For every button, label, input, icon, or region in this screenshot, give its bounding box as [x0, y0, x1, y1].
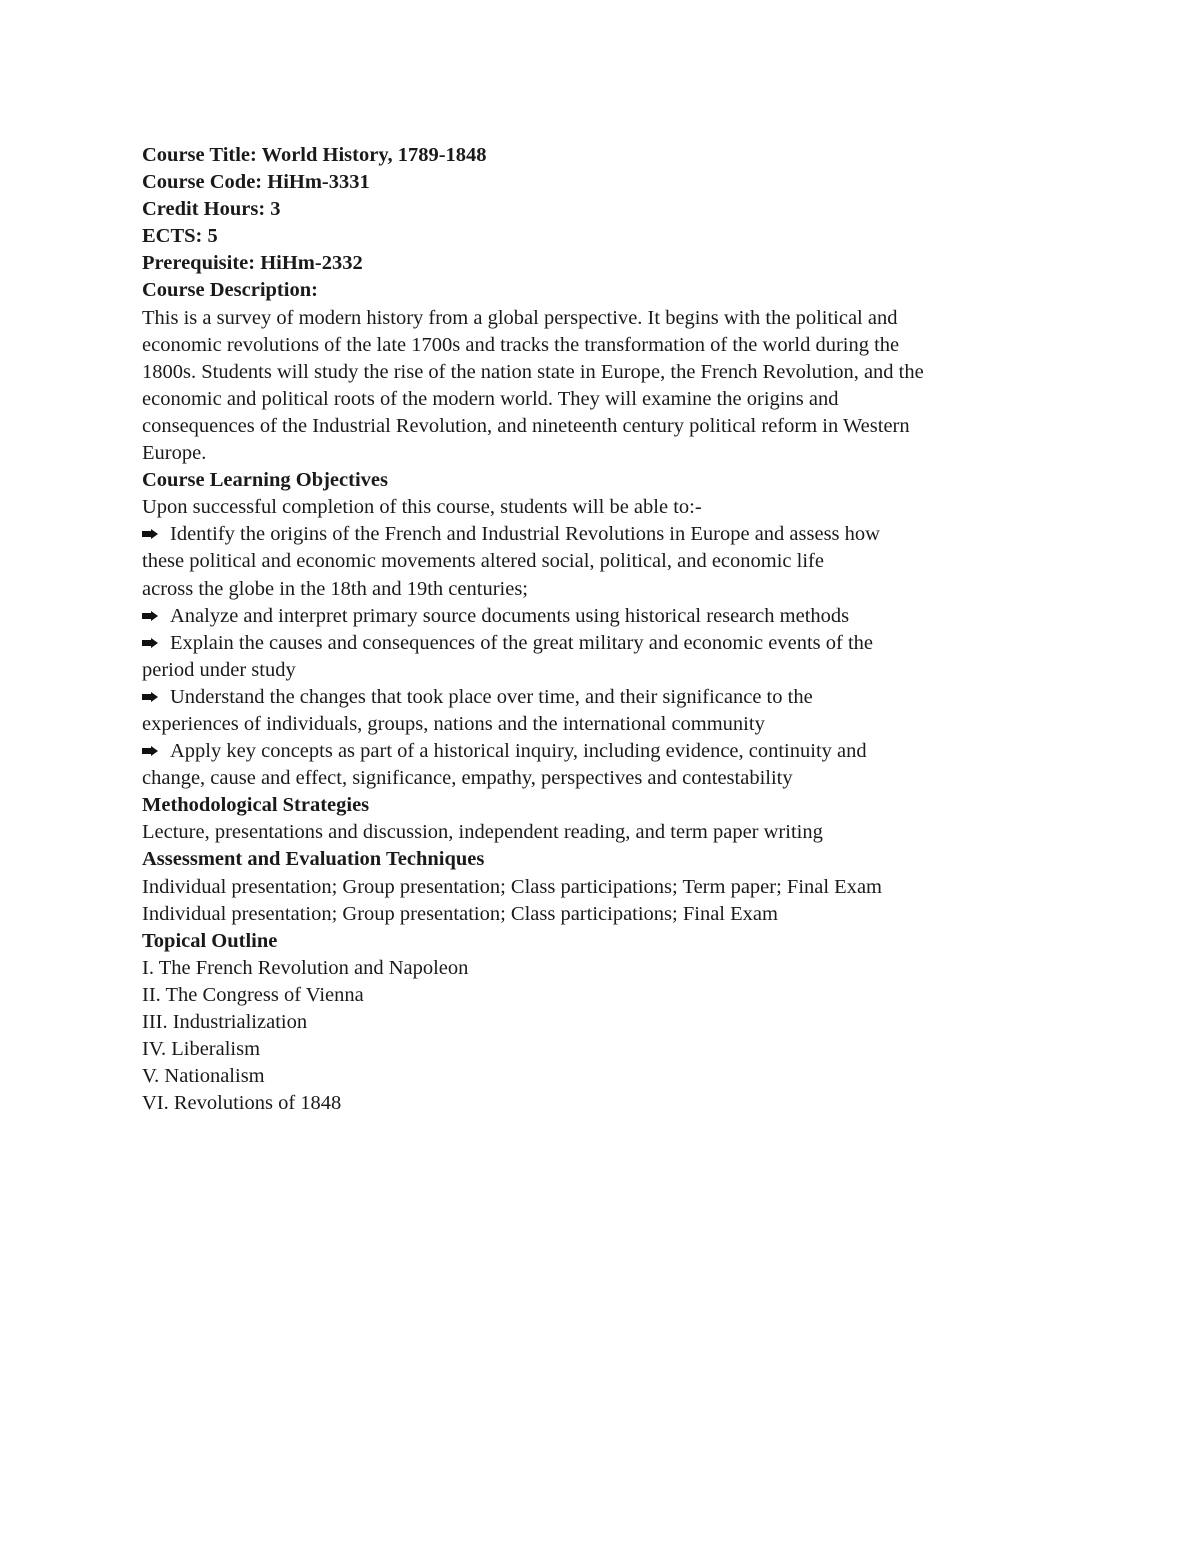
objective-line: experiences of individuals, groups, nations and the international community	[142, 712, 765, 735]
arrow-bullet-icon	[142, 611, 158, 621]
outline-item: V. Nationalism	[142, 1065, 265, 1088]
description-line: Europe.	[142, 442, 207, 465]
arrow-bullet-icon	[142, 746, 158, 756]
objective-text: Apply key concepts as part of a historical inquiry, including evidence, continuity and	[170, 740, 867, 763]
outline-item: IV. Liberalism	[142, 1038, 261, 1061]
objective-text: Identify the origins of the French and Industrial Revolutions in Europe and assess how	[170, 523, 880, 546]
course-code: Course Code: HiHm-3331	[142, 171, 370, 194]
credit-hours: Credit Hours: 3	[142, 198, 281, 221]
objective-line: these political and economic movements altered social, political, and economic life	[142, 550, 824, 573]
description-line: consequences of the Industrial Revolution, and nineteenth century political reform in Western	[142, 414, 910, 437]
objective-line	[142, 630, 1062, 657]
objective-line	[142, 521, 1062, 548]
objective-line: change, cause and effect, significance, empathy, perspectives and contestability	[142, 767, 793, 790]
objective-line: period under study	[142, 658, 296, 681]
arrow-bullet-icon	[142, 692, 158, 702]
outline-item: I. The French Revolution and Napoleon	[142, 956, 469, 979]
prerequisite: Prerequisite: HiHm-2332	[142, 252, 363, 275]
arrow-bullet-icon	[142, 529, 158, 539]
objective-line	[142, 603, 1062, 630]
methods-heading: Methodological Strategies	[142, 794, 370, 817]
ects: ECTS: 5	[142, 225, 218, 248]
outline-list	[142, 955, 1062, 1118]
description-line: economic and political roots of the modern world. They will examine the origins and	[142, 387, 839, 410]
outline-heading: Topical Outline	[142, 929, 278, 952]
outline-item: II. The Congress of Vienna	[142, 983, 364, 1006]
outline-item: III. Industrialization	[142, 1011, 308, 1033]
assessment-heading: Assessment and Evaluation Techniques	[142, 848, 485, 871]
outline-item: VI. Revolutions of 1848	[142, 1092, 342, 1115]
course-title: Course Title: World History, 1789-1848	[142, 144, 487, 166]
description-paragraph	[142, 305, 1062, 468]
assessment-line: Individual presentation; Group presentation; Class participations; Term paper; Final Exam	[142, 875, 883, 898]
objective-line	[142, 738, 1062, 765]
description-heading: Course Description:	[142, 279, 318, 302]
arrow-bullet-icon	[142, 638, 158, 648]
objectives-intro: Upon successful completion of this course, students will be able to:-	[142, 496, 702, 519]
objective-text: Understand the changes that took place over time, and their significance to the	[170, 685, 813, 708]
objective-text: Analyze and interpret primary source documents using historical research methods	[170, 604, 850, 627]
methods-text: Lecture, presentations and discussion, independent reading, and term paper writing	[142, 821, 823, 844]
assessment-line: Individual presentation; Group presentation; Class participations; Final Exam	[142, 902, 778, 925]
description-line: This is a survey of modern history from a global perspective. It begins with the political and	[142, 306, 898, 329]
objective-text: Explain the causes and consequences of the great military and economic events of the	[170, 631, 874, 654]
objectives-heading: Course Learning Objectives	[142, 469, 388, 492]
description-line: economic revolutions of the late 1700s and tracks the transformation of the world during the	[142, 333, 900, 356]
objective-line: across the globe in the 18th and 19th centuries;	[142, 577, 528, 600]
description-line: 1800s. Students will study the rise of the nation state in Europe, the French Revolution, and the	[142, 360, 924, 383]
objectives-list	[142, 521, 1062, 792]
document-page	[142, 142, 1062, 1117]
objective-line	[142, 684, 1062, 711]
